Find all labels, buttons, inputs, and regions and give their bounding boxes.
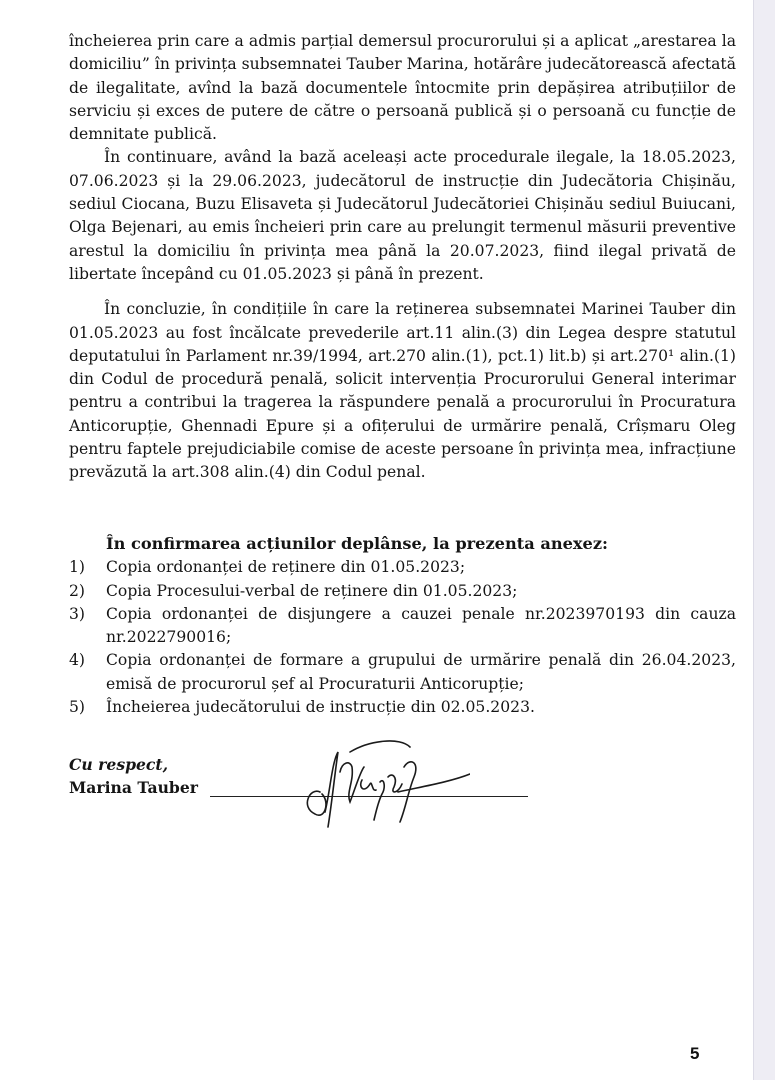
annex-item [69,649,736,696]
annex-item-number: 5) [69,698,86,717]
annex-item [69,556,736,579]
closing-salutation: Cu respect, [69,755,169,774]
page-number: 5 [690,1044,700,1063]
annex-item-number: 4) [69,651,86,670]
annex-item-number: 3) [69,604,86,623]
paragraph-2: În continuare, având la bază aceleași acte procedurale ilegale, la 18.05.2023, 07.06.2023 și la 29.06.2023, judecătorul de instrucție din Judecătoria Chișinău, sediul Ciocana, Buzu Elisaveta și Judecătorul Judecătoriei Chișinău sediul Buiucani, Olga Bejenari, au emis încheieri prin care au prelungit termenul măsurii preventive arestul la domiciliu în privința mea până la 20.07.2023, fiind ilegal privată de libertate începând cu 01.05.2023 și până în prezent. [69,148,736,283]
paragraph-1: încheierea prin care a admis parțial demersul procurorului și a aplicat „arestarea la domiciliu” în privința subsemnatei Tauber Marina, hotărâre judecătorească afectată de ilegalitate, avînd la bază documentele întocmite prin depășirea atribuțiilor de serviciu și exces de putere de către o persoană publică și o persoană cu funcție de demnitate publică. [69,32,736,144]
signatory-name: Marina Tauber [69,778,198,797]
annex-item-text: Copia ordonanței de disjungere a cauzei penale nr.2023970193 din cauza nr.2022790016; [106,604,736,647]
document-body [69,30,736,485]
annex-item-text: Încheierea judecătorului de instrucție din 02.05.2023. [106,698,535,717]
annex-item [69,580,736,603]
annex-item-text: Copia ordonanței de reținere din 01.05.2023; [106,558,466,577]
annex-heading: În confirmarea acțiunilor deplânse, la prezenta anexez: [106,534,609,553]
annex-item-text: Copia Procesului-verbal de reținere din 01.05.2023; [106,581,518,600]
annex-section [69,532,736,719]
annex-item [69,603,736,650]
annex-item-number: 1) [69,558,86,577]
annex-item-number: 2) [69,581,86,600]
paragraph-3: În concluzie, în condițiile în care la reținerea subsemnatei Marinei Tauber din 01.05.2023 au fost încălcate prevederile art.11 alin.(3) din Legea despre statutul deputatului în Parlament nr.39/1994, art.270 alin.(1), pct.1) lit.b) și art.270¹ alin.(1) din Codul de procedură penală, solicit intervenția Procurorului General interimar pentru a contribui la tragerea la răspundere penală a procurorului în Procuratura Anticorupție, Ghennadi Epure și a ofițerului de urmărire penală, Crîșmaru Oleg pentru faptele prejudiciabile comise de aceste persoane în privința mea, infracțiune prevăzută la art.308 alin.(4) din Codul penal. [69,300,736,482]
annex-item-text: Copia ordonanței de formare a grupului de urmărire penală din 26.04.2023, emisă de procurorul șef al Procuraturii Anticorupție; [106,651,736,693]
signature-image [280,732,470,832]
annex-item [69,696,736,719]
